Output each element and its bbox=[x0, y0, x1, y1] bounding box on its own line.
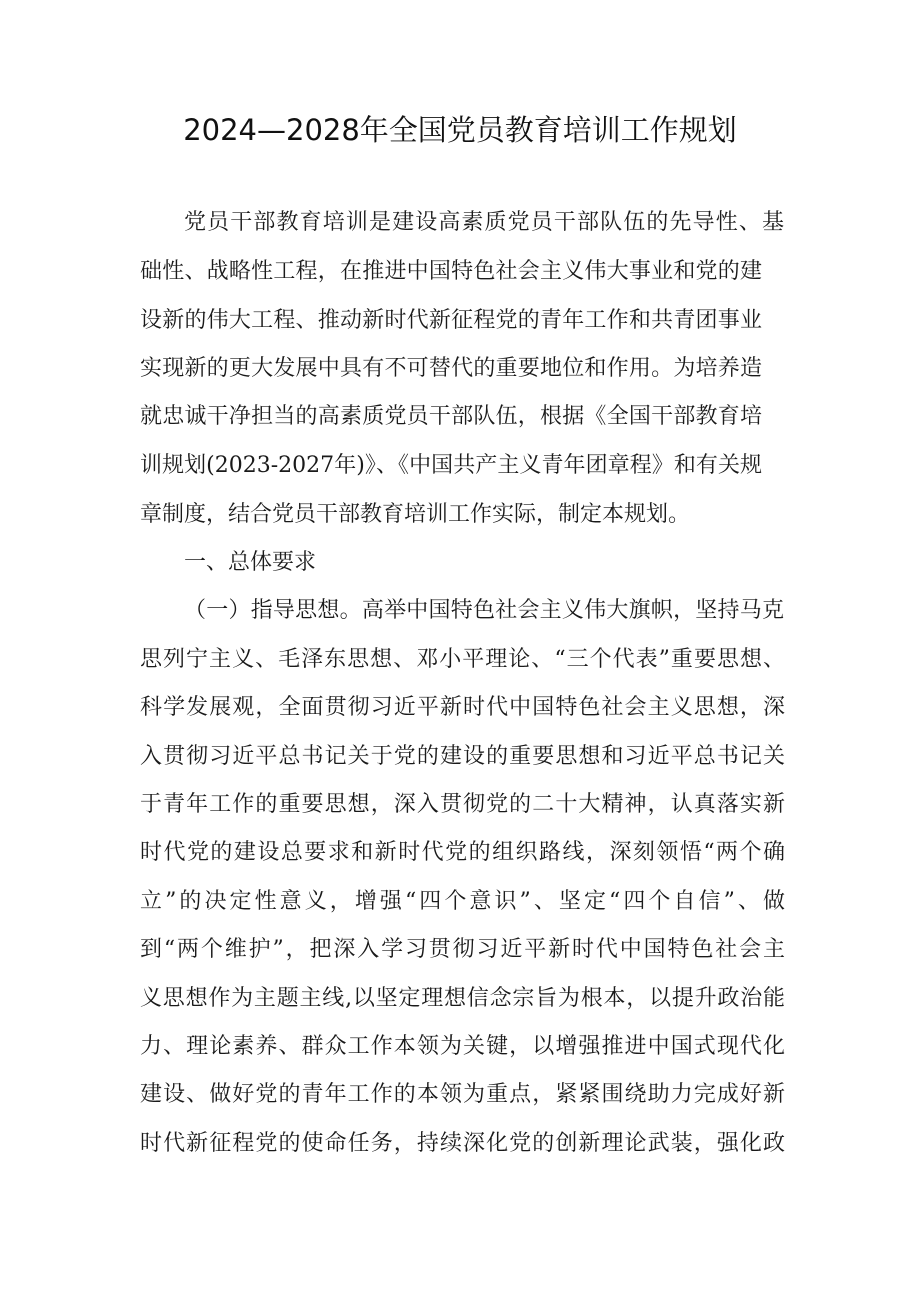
paragraph-line bbox=[140, 451, 762, 481]
paragraph-line bbox=[140, 742, 785, 772]
paragraph-line bbox=[140, 1080, 785, 1110]
document-title: 2024—2028年全国党员教育培训工作规划 bbox=[183, 113, 737, 147]
paragraph-line bbox=[140, 306, 762, 336]
paragraph-line bbox=[140, 257, 762, 287]
line-text: 力、理论素养、群众工作本领为关键，以增强推进中国式现代化 bbox=[140, 1034, 785, 1059]
line-text: 实现新的更大发展中具有不可替代的重要地位和作用。为培养造 bbox=[140, 356, 762, 381]
line-text: 章制度，结合党员干部教育培训工作实际，制定本规划。 bbox=[140, 502, 691, 527]
paragraph-line bbox=[140, 935, 785, 965]
paragraph-line bbox=[140, 984, 785, 1014]
line-text: 思列宁主义、毛泽东思想、邓小平理论、“三个代表”重要思想、 bbox=[140, 647, 785, 672]
paragraph-line bbox=[140, 1129, 785, 1159]
line-text: 时代新征程党的使命任务，持续深化党的创新理论武装，强化政 bbox=[140, 1131, 785, 1156]
line-text: 于青年工作的重要思想，深入贯彻党的二十大精神，认真落实新 bbox=[140, 792, 785, 817]
paragraph-line bbox=[140, 500, 690, 530]
line-text: 一、总体要求 bbox=[184, 550, 317, 575]
line-text: 入贯彻习近平总书记关于党的建设的重要思想和习近平总书记关 bbox=[140, 744, 785, 769]
line-text: 时代党的建设总要求和新时代党的组织路线，深刻领悟“两个确 bbox=[140, 840, 785, 865]
paragraph-line bbox=[140, 838, 785, 868]
section-heading bbox=[184, 548, 316, 578]
line-text: 到“两个维护”，把深入学习贯彻习近平新时代中国特色社会主 bbox=[140, 937, 785, 962]
paragraph-line bbox=[140, 645, 785, 675]
paragraph-line bbox=[140, 693, 785, 723]
line-text: 义思想作为主题主线,以坚定理想信念宗旨为根本，以提升政治能 bbox=[140, 986, 785, 1011]
paragraph-line bbox=[140, 1032, 785, 1062]
paragraph-line bbox=[184, 596, 784, 626]
paragraph-line bbox=[140, 354, 762, 384]
line-text: 党员干部教育培训是建设高素质党员干部队伍的先导性、基 bbox=[184, 210, 784, 235]
paragraph-line bbox=[140, 790, 785, 820]
line-text: （一）指导思想。高举中国特色社会主义伟大旗帜，坚持马克 bbox=[184, 598, 784, 623]
line-text: 立”的决定性意义，增强“四个意识”、坚定“四个自信”、做 bbox=[140, 889, 785, 914]
line-text: 建设、做好党的青年工作的本领为重点，紧紧围绕助力完成好新 bbox=[140, 1082, 785, 1107]
paragraph-line bbox=[140, 887, 785, 917]
line-text: 科学发展观，全面贯彻习近平新时代中国特色社会主义思想，深 bbox=[140, 695, 785, 720]
line-text: 就忠诚干净担当的高素质党员干部队伍，根据《全国干部教育培 bbox=[140, 404, 762, 429]
line-text: 设新的伟大工程、推动新时代新征程党的青年工作和共青团事业 bbox=[140, 308, 762, 333]
line-text: 训规划(2023-2027年)》、《中国共产主义青年团章程》和有关规 bbox=[140, 453, 762, 478]
paragraph-line bbox=[140, 402, 762, 432]
paragraph-line bbox=[184, 208, 784, 238]
line-text: 础性、战略性工程，在推进中国特色社会主义伟大事业和党的建 bbox=[140, 259, 762, 284]
